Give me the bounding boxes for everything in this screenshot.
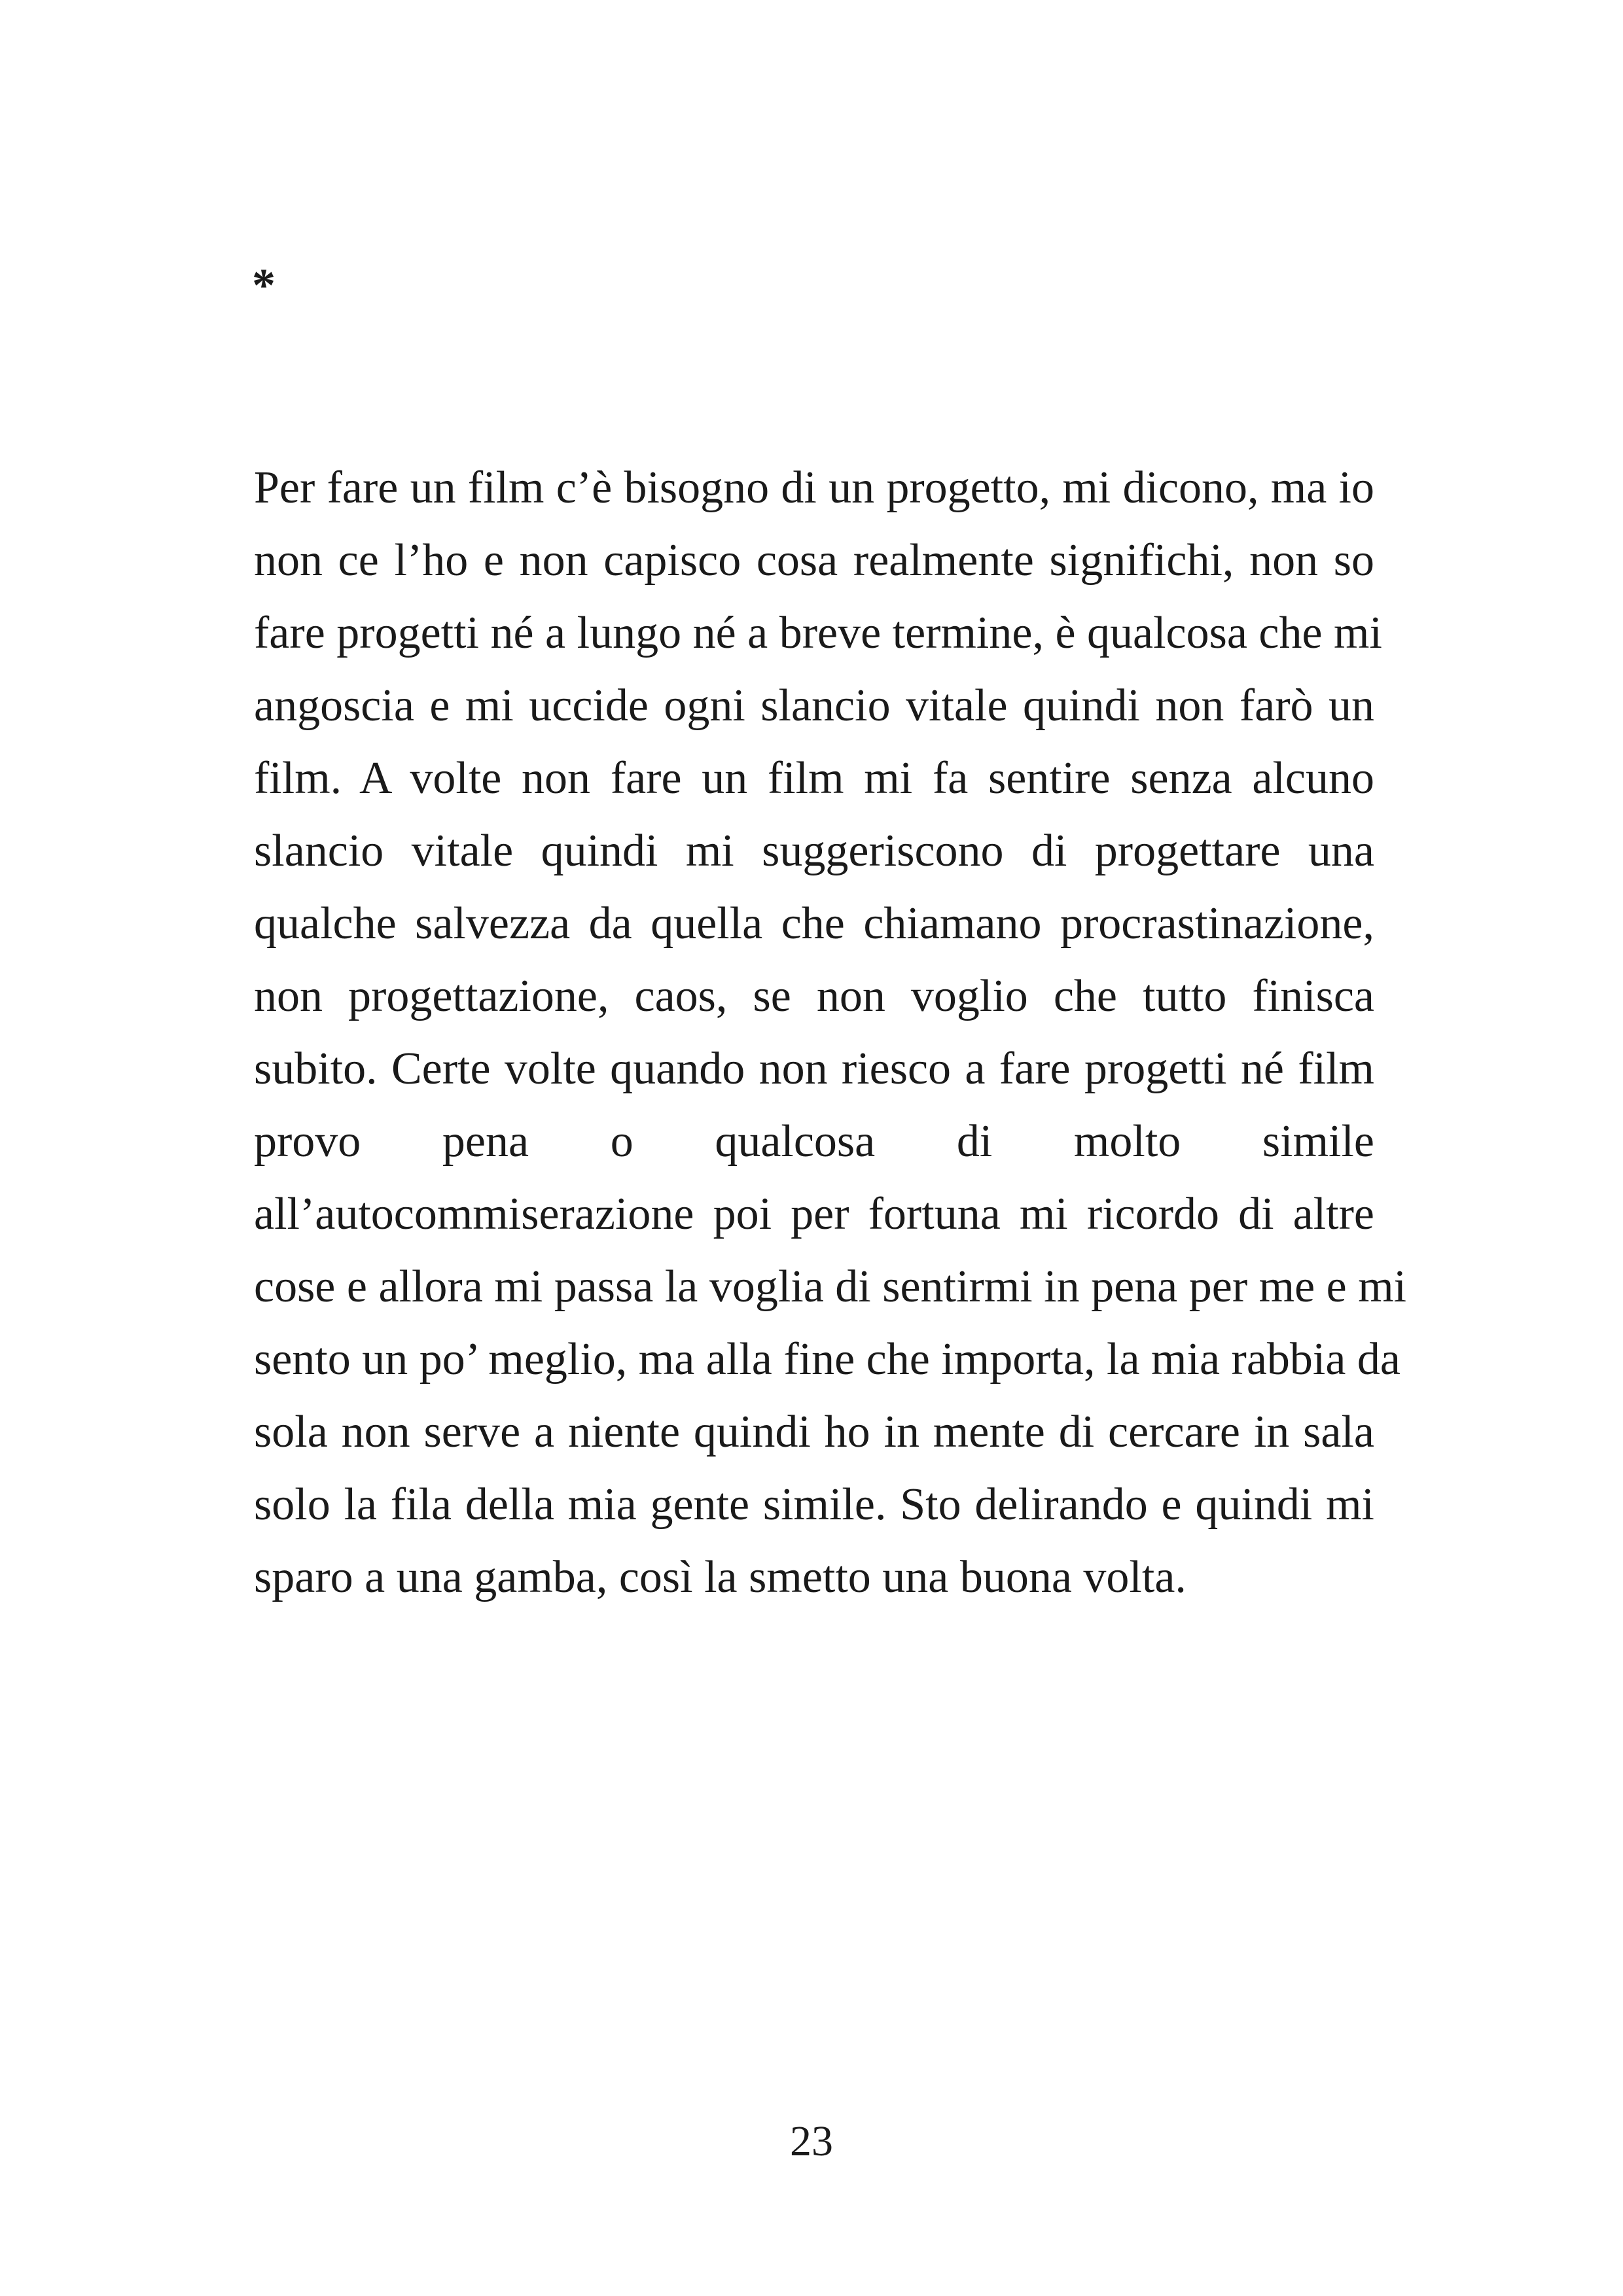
text-line: qualche salvezza da quella che chiamano procrastinazione, — [254, 898, 1374, 949]
text-line: slancio vitale quindi mi suggeriscono di progettare una — [254, 826, 1374, 876]
text-line: sparo a una gamba, così la smetto una buona volta. — [254, 1552, 1186, 1602]
body-paragraph — [254, 451, 1407, 1614]
text-line: sento un po’ meglio, ma alla fine che importa, la mia rabbia da — [254, 1334, 1400, 1385]
page-number: 23 — [790, 2117, 833, 2165]
text-line: solo la fila della mia gente simile. Sto delirando e quindi mi — [254, 1479, 1374, 1530]
text-line: subito. Certe volte quando non riesco a fare progetti né film — [254, 1044, 1374, 1094]
text-line: provo pena o qualcosa di molto simile — [254, 1116, 1374, 1167]
text-line: film. A volte non fare un film mi fa sentire senza alcuno — [254, 753, 1374, 804]
section-asterisk: * — [252, 259, 276, 311]
text-line: sola non serve a niente quindi ho in mente di cercare in sala — [254, 1407, 1374, 1457]
text-line: fare progetti né a lungo né a breve termine, è qualcosa che mi — [254, 608, 1382, 658]
text-line: cose e allora mi passa la voglia di sentirmi in pena per me e mi — [254, 1262, 1407, 1312]
text-line: non ce l’ho e non capisco cosa realmente significhi, non so — [254, 535, 1374, 586]
text-line: Per fare un film c’è bisogno di un progetto, mi dicono, ma io — [254, 463, 1374, 513]
text-line: all’autocommiserazione poi per fortuna mi ricordo di altre — [254, 1189, 1374, 1239]
text-line: non progettazione, caos, se non voglio che tutto finisca — [254, 971, 1374, 1021]
text-line: angoscia e mi uccide ogni slancio vitale quindi non farò un — [254, 680, 1374, 731]
